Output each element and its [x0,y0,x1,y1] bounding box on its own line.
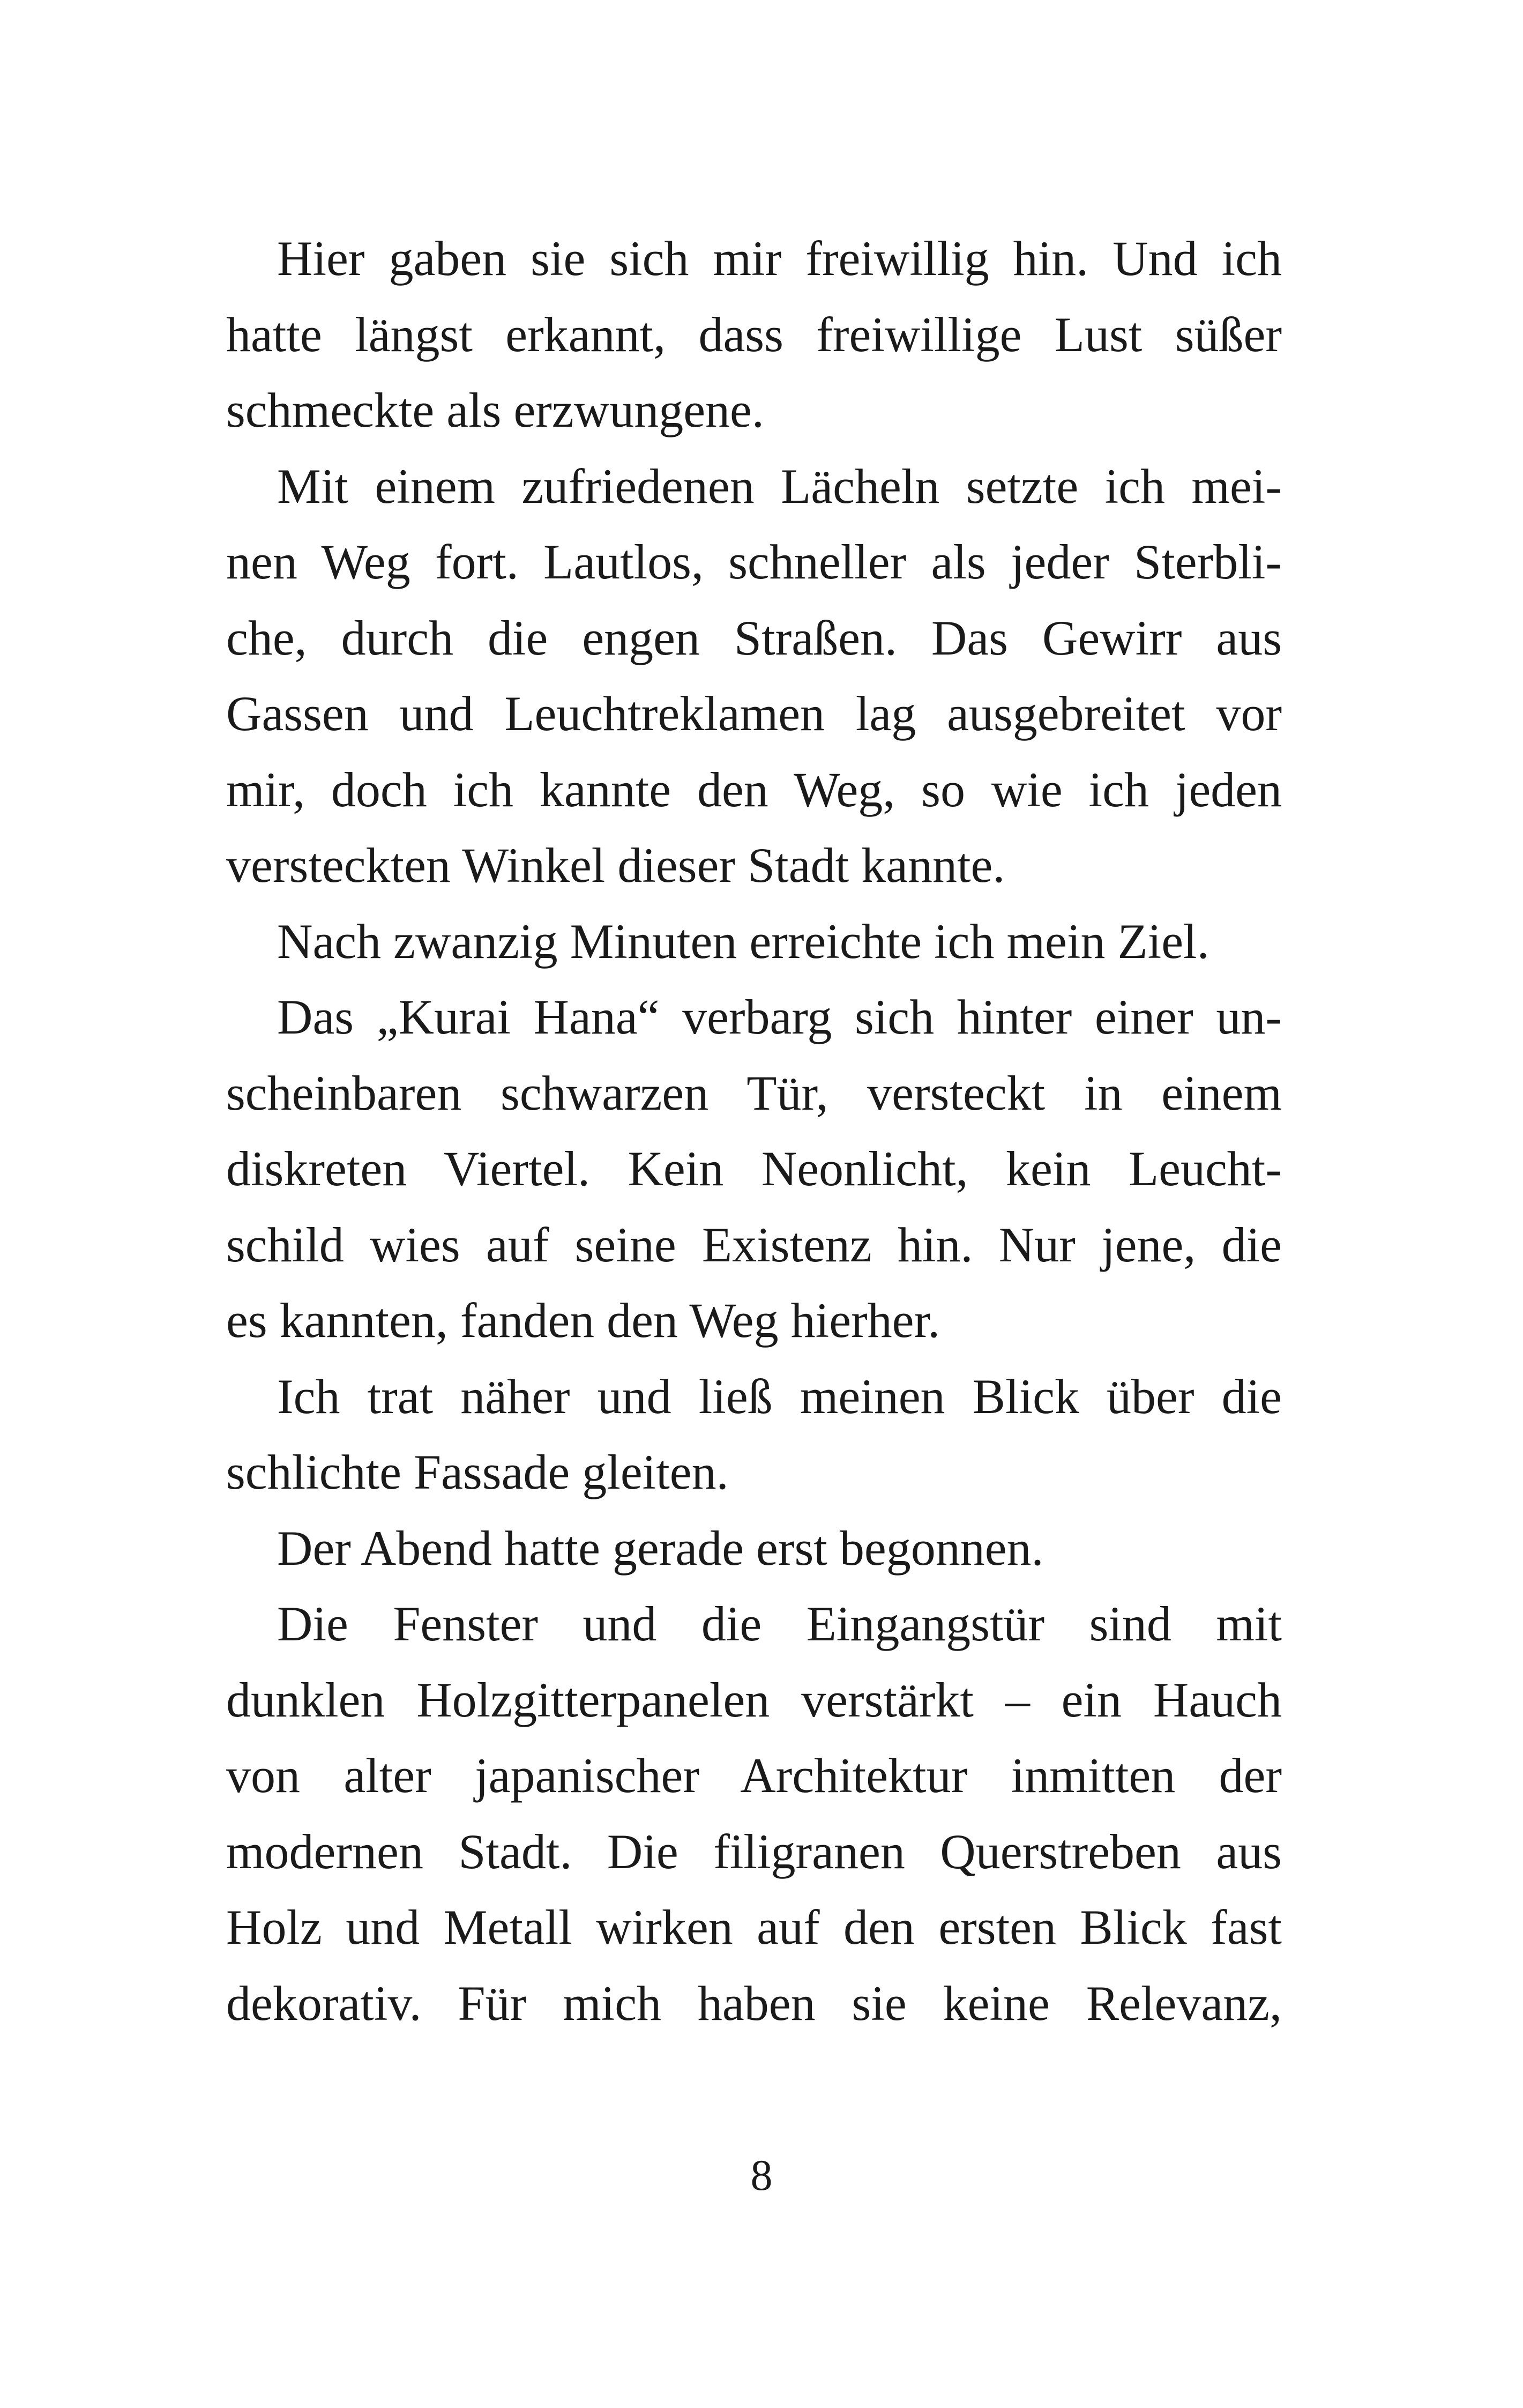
text-line: modernen Stadt. Die filigranen Querstreben aus [226,1824,1282,1879]
text-line: Holz und Metall wirken auf den ersten Blick fast [226,1900,1282,1954]
text-line: dekorativ. Für mich haben sie keine Relevanz, [226,1975,1282,2031]
text-line: dunklen Holzgitterpanelen verstärkt – ein Hauch [226,1672,1282,1727]
text-line: Hier gaben sie sich mir freiwillig hin. Und ich [277,231,1282,286]
text-line: schlichte Fassade gleiten. [226,1445,729,1499]
text-line: es kannten, fanden den Weg hierher. [226,1293,940,1348]
text-line: Gassen und Leuchtreklamen lag ausgebreitet vor [226,686,1282,741]
text-line: schmeckte als erzwungene. [226,383,764,437]
text-line: hatte längst erkannt, dass freiwillige Lust süßer [226,307,1282,362]
text-line: che, durch die engen Straßen. Das Gewirr aus [226,610,1282,665]
text-line: diskreten Viertel. Kein Neonlicht, kein Leucht- [226,1141,1282,1196]
text-line: scheinbaren schwarzen Tür, versteckt in einem [226,1065,1282,1120]
text-line: Das „Kurai Hana“ verbarg sich hinter einer un- [277,990,1282,1044]
text-line: Nach zwanzig Minuten erreichte ich mein Ziel. [277,913,1210,969]
text-line: mir, doch ich kannte den Weg, so wie ich jeden [226,762,1282,817]
body-text [226,221,1282,2041]
text-line: Mit einem zufriedenen Lächeln setzte ich mei- [277,458,1282,514]
text-line: schild wies auf seine Existenz hin. Nur jene, die [226,1217,1282,1272]
page-number: 8 [750,2151,773,2199]
text-line: von alter japanischer Architektur inmitten der [226,1748,1282,1803]
text-line: Ich trat näher und ließ meinen Blick über die [277,1369,1282,1424]
text-line: nen Weg fort. Lautlos, schneller als jeder Sterbli- [226,534,1282,589]
text-line: Der Abend hatte gerade erst begonnen. [277,1520,1044,1575]
text-line: Die Fenster und die Eingangstür sind mit [277,1596,1282,1651]
text-line: versteckten Winkel dieser Stadt kannte. [226,838,1005,893]
